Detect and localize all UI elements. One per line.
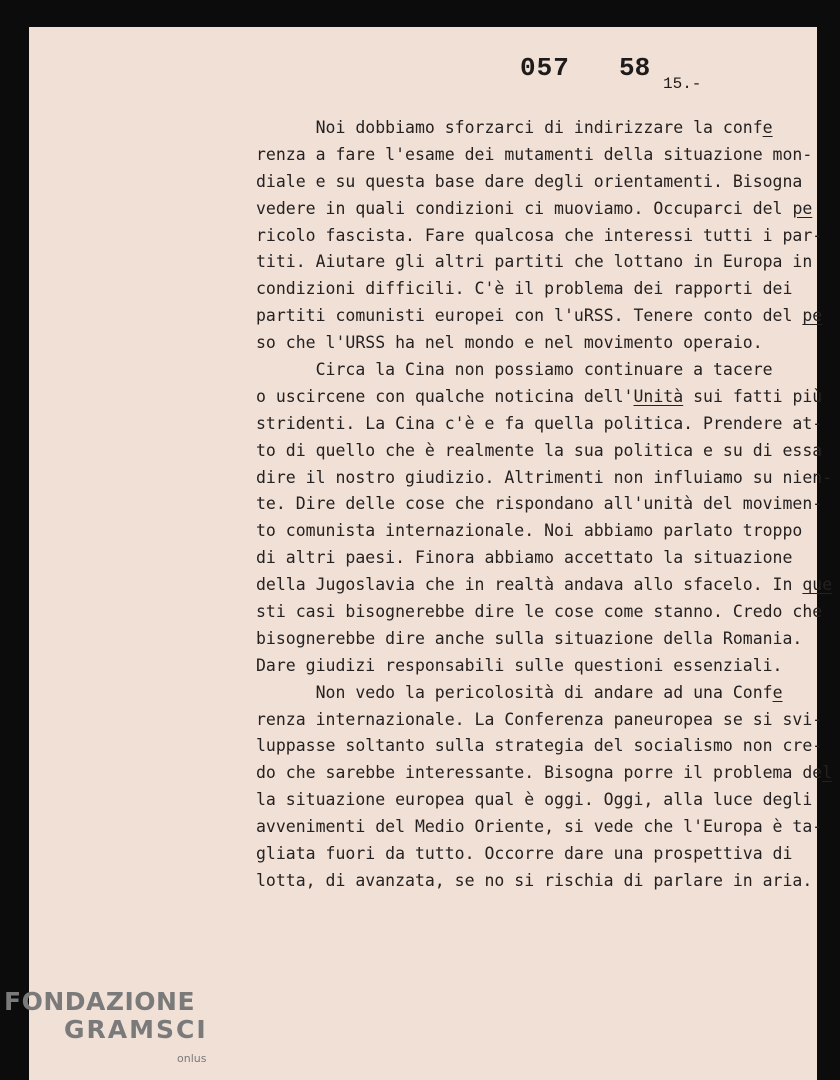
text-segment: bisognerebbe dire anche sulla situazione della Romania. [256, 628, 803, 648]
watermark-line-1: FONDAZIONE [4, 987, 196, 1016]
watermark-line-2: GRAMSCI [64, 1015, 208, 1044]
text-line [256, 518, 816, 545]
text-segment: avvenimenti del Medio Oriente, si vede che l'Europa è ta- [256, 817, 823, 837]
underlined-text: que [802, 575, 833, 595]
text-segment: renza a fare l'esame dei mutamenti della situazione mon- [256, 144, 813, 164]
text-segment: gliata fuori da tutto. Occorre dare una prospettiva di [256, 844, 793, 864]
watermark-line-3: onlus [177, 1052, 207, 1065]
text-line [256, 841, 816, 868]
text-segment: diale e su questa base dare degli orientamenti. Bisogna [256, 171, 803, 191]
text-segment: di altri paesi. Finora abbiamo accettato la situazione [256, 548, 793, 568]
document-page [29, 27, 833, 1080]
text-segment: partiti comunisti europei con l'uRSS. Tenere conto del [256, 306, 803, 326]
archive-number-a: 057 [520, 53, 570, 83]
text-line [256, 465, 833, 492]
text-segment: so che l'URSS ha nel mondo e nel movimento operaio. [256, 333, 763, 353]
text-segment: la situazione europea qual è oggi. Oggi, alla luce degli [256, 790, 813, 810]
text-segment: sti casi bisognerebbe dire le cose come stanno. Credo che [256, 602, 823, 622]
text-segment: to di quello che è realmente la sua politica e su di essa [256, 440, 823, 460]
text-line [256, 411, 823, 438]
text-segment: Noi dobbiamo sforzarci di indirizzare la conf [256, 118, 763, 137]
text-segment: titi. Aiutare gli altri partiti che lottano in Europa in [256, 252, 813, 272]
archive-number-b: 58 [619, 53, 651, 83]
paragraph [256, 115, 823, 357]
text-segment: Circa la Cina non possiamo continuare a tacere [256, 360, 773, 380]
text-line [256, 169, 816, 196]
text-segment: Non vedo la pericolosità di andare ad una Conf [256, 682, 773, 702]
underlined-text: Unità [633, 386, 684, 406]
paragraph [256, 680, 833, 895]
body-text [256, 115, 833, 895]
text-segment: lotta, di avanzata, se no si rischia di parlare in aria. [256, 870, 813, 890]
text-segment: te. Dire delle cose che rispondano all'unità del movimen- [256, 494, 823, 514]
text-line [256, 384, 823, 411]
text-segment: do che sarebbe interessante. Bisogna porre il problema de [256, 763, 823, 783]
text-line [256, 868, 816, 895]
text-line [256, 626, 816, 653]
underlined-text: e [772, 682, 783, 702]
text-line [256, 438, 823, 465]
text-segment: o uscircene con qualche noticina dell' [256, 386, 634, 406]
underlined-text: l [822, 763, 833, 783]
text-line [256, 572, 833, 599]
watermark-logo [4, 987, 208, 1065]
text-segment: ricolo fascista. Fare qualcosa che interessi tutti i par- [256, 225, 823, 245]
text-line [256, 196, 816, 223]
text-line [256, 142, 816, 169]
text-segment: vedere in quali condizioni ci muoviamo. Occuparci del [256, 198, 793, 218]
text-line [256, 223, 823, 250]
text-segment: renza internazionale. La Conferenza paneuropea se si svi- [256, 709, 823, 729]
text-segment: sui fatti più [683, 386, 823, 406]
text-segment: stridenti. La Cina c'è e fa quella politica. Prendere at- [256, 413, 823, 433]
underlined-text: pe [802, 306, 823, 326]
text-line [256, 330, 816, 357]
text-segment: condizioni difficili. C'è il problema dei rapporti dei [256, 279, 793, 299]
text-line [256, 357, 816, 384]
text-line [256, 707, 823, 734]
text-line [256, 115, 816, 142]
text-line [256, 303, 823, 330]
paragraph [256, 357, 833, 680]
text-segment: Dare giudizi responsabili sulle questioni essenziali. [256, 655, 783, 675]
text-segment: to comunista internazionale. Noi abbiamo parlato troppo [256, 521, 803, 541]
text-line [256, 814, 823, 841]
page-number: 15.- [663, 75, 702, 93]
text-line [256, 545, 816, 572]
text-segment: luppasse soltanto sulla strategia del socialismo non cre- [256, 736, 823, 756]
underlined-text: e [762, 118, 773, 137]
text-segment: dire il nostro giudizio. Altrimenti non influiamo su nien- [256, 467, 833, 487]
text-line [256, 276, 816, 303]
text-segment: della Jugoslavia che in realtà andava allo sfacelo. In [256, 575, 803, 595]
text-line [256, 733, 823, 760]
text-line [256, 653, 816, 680]
text-line [256, 491, 823, 518]
text-line [256, 787, 816, 814]
text-line [256, 249, 816, 276]
text-line [256, 599, 823, 626]
text-line [256, 760, 833, 787]
text-line [256, 680, 816, 707]
underlined-text: pe [792, 198, 813, 218]
